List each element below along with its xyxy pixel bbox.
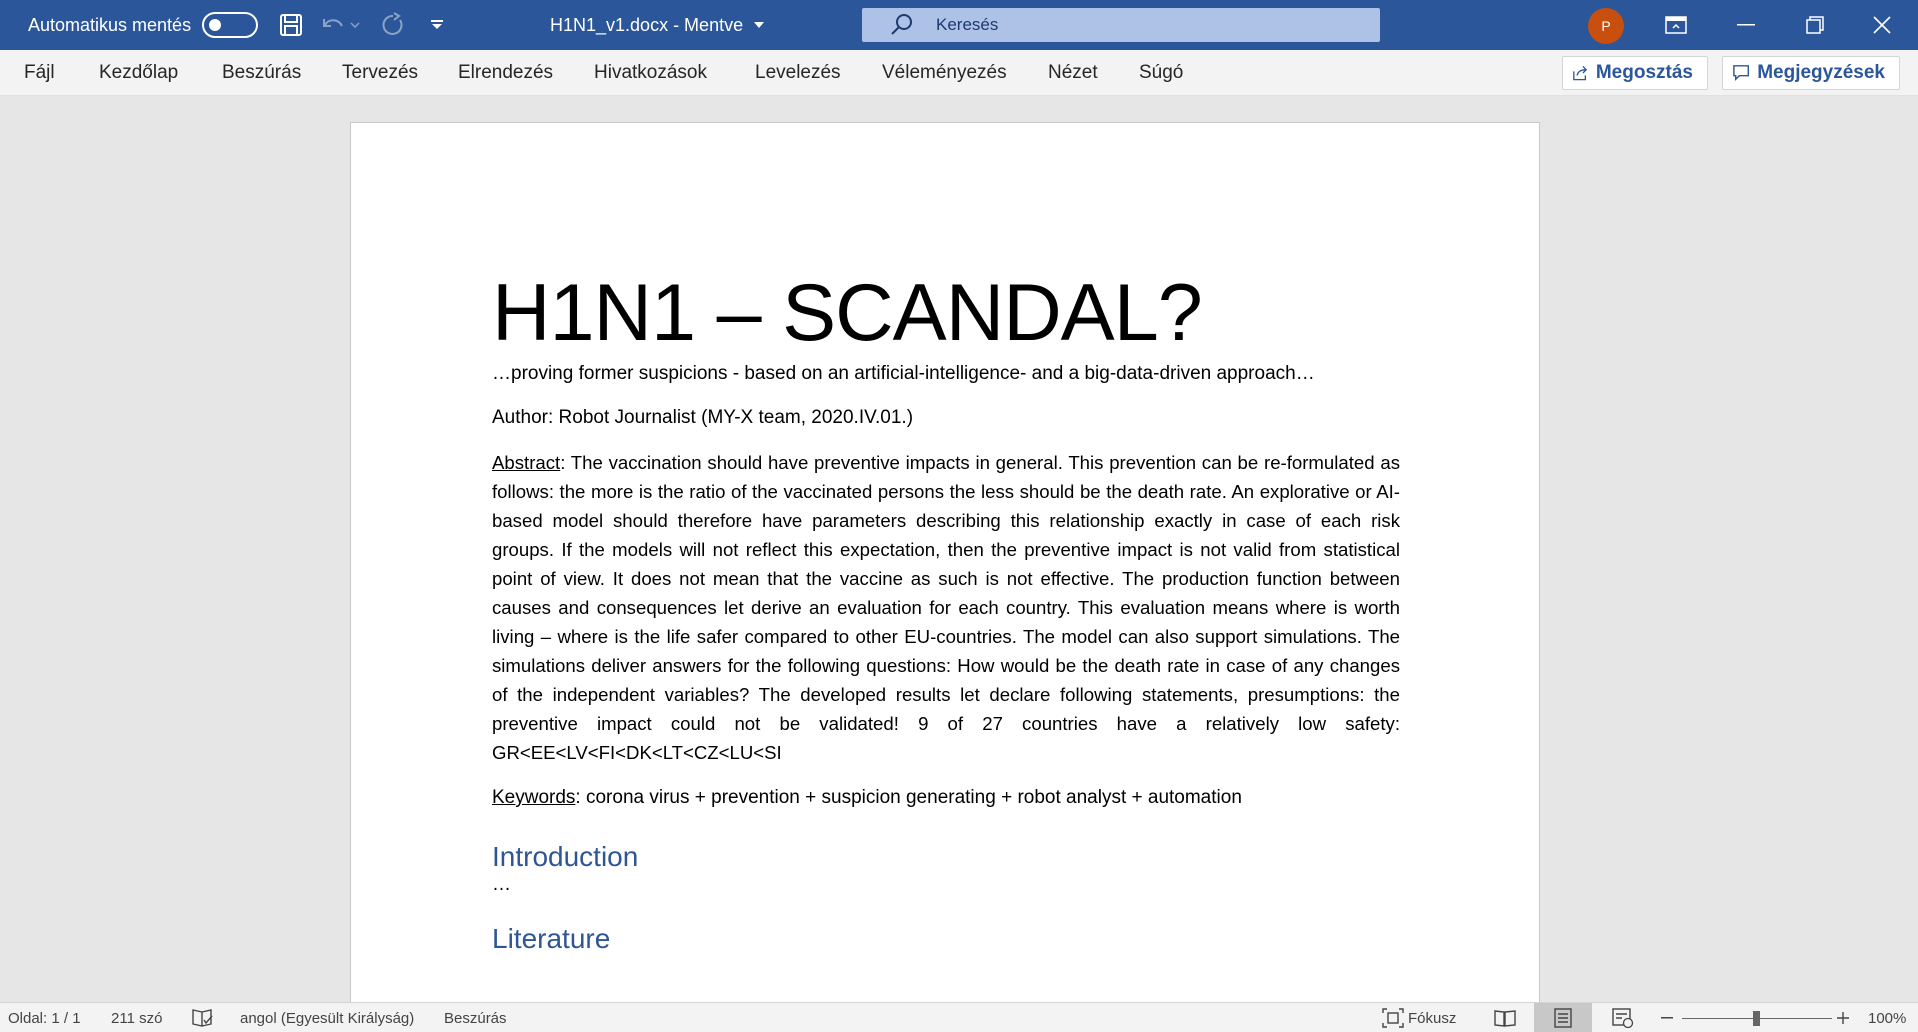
title-dropdown-icon bbox=[753, 21, 765, 29]
autosave-label: Automatikus mentés bbox=[28, 14, 192, 35]
tab-design[interactable]: Tervezés bbox=[342, 62, 419, 83]
undo-icon[interactable] bbox=[318, 0, 348, 50]
document-page[interactable] bbox=[350, 122, 1540, 1002]
tab-insert[interactable]: Beszúrás bbox=[222, 62, 302, 83]
zoom-slider-thumb[interactable] bbox=[1753, 1011, 1760, 1026]
introduction-placeholder: … bbox=[492, 874, 511, 895]
tab-mailings[interactable]: Levelezés bbox=[755, 62, 841, 83]
abstract-text: : The vaccination should have preventive impacts in general. This prevention can be re-formulated as follows: the more is the ratio of the vaccinated persons the less should be the death rate. An explorative or AI-based model should therefore have parameters describing this relationship exactly in case of each risk groups. If the models will not reflect this expectation, then the preventive impact is not valid from statistical point of view. It does not mean that the vaccine as such is not effective. The production function between causes and consequences let derive an evaluation for each country. This evaluation means where is worth living – where is the life safer compared to other EU-countries. The model can also support simulations. The simulations deliver answers for the following questions: How would be the death rate in case of any changes of the independent variables? The developed results let declare following statements, presumptions: the preventive impact could not be validated! 9 of 27 countries have a relatively low safety: GR<EE<LV<FI<DK<LT<CZ<LU<SI bbox=[492, 452, 1400, 763]
keywords-text: : corona virus + prevention + suspicion generating + robot analyst + automation bbox=[575, 787, 1242, 808]
focus-icon bbox=[1382, 1008, 1404, 1028]
tab-home[interactable]: Kezdőlap bbox=[99, 62, 179, 83]
keywords-label: Keywords bbox=[492, 787, 576, 808]
read-mode-icon[interactable] bbox=[1490, 1003, 1520, 1032]
search-icon bbox=[890, 13, 914, 37]
language-indicator[interactable]: angol (Egyesült Királyság) bbox=[240, 1009, 415, 1027]
print-layout-icon[interactable] bbox=[1534, 1003, 1592, 1032]
proofing-icon[interactable] bbox=[192, 1003, 214, 1032]
minimize-icon[interactable] bbox=[1716, 0, 1776, 50]
keywords-paragraph bbox=[492, 783, 1400, 812]
document-heading: H1N1 – SCANDAL? bbox=[492, 268, 1202, 358]
word-count[interactable]: 211 szó bbox=[111, 1009, 163, 1027]
tab-layout[interactable]: Elrendezés bbox=[458, 62, 554, 83]
tab-references[interactable]: Hivatkozások bbox=[594, 62, 707, 83]
web-layout-icon[interactable] bbox=[1608, 1003, 1638, 1032]
search-placeholder: Keresés bbox=[936, 15, 999, 34]
share-button[interactable] bbox=[1562, 56, 1708, 90]
user-avatar[interactable]: P bbox=[1588, 8, 1624, 44]
document-body[interactable] bbox=[492, 268, 1400, 956]
share-icon bbox=[1573, 64, 1588, 82]
tab-file[interactable]: Fájl bbox=[24, 62, 55, 83]
autosave-toggle[interactable] bbox=[202, 12, 258, 38]
customize-toolbar-icon[interactable] bbox=[422, 0, 452, 50]
share-label: Megosztás bbox=[1595, 62, 1693, 83]
document-subtitle: …proving former suspicions - based on an artificial-intelligence- and a big-data-driven approach… bbox=[492, 363, 1315, 384]
toggle-knob bbox=[209, 19, 221, 31]
close-icon[interactable] bbox=[1852, 0, 1912, 50]
comment-icon bbox=[1733, 64, 1749, 82]
abstract-label: Abstract bbox=[492, 452, 561, 473]
zoom-level[interactable]: 100% bbox=[1868, 1009, 1907, 1027]
status-bar bbox=[0, 1002, 1918, 1032]
comments-button[interactable] bbox=[1722, 56, 1900, 90]
zoom-out-icon[interactable] bbox=[1660, 1003, 1674, 1032]
tab-view[interactable]: Nézet bbox=[1048, 62, 1098, 83]
tab-help[interactable]: Súgó bbox=[1139, 62, 1184, 83]
heading-introduction: Introduction bbox=[492, 841, 639, 872]
document-canvas[interactable] bbox=[0, 96, 1918, 1002]
redo-icon[interactable] bbox=[378, 0, 408, 50]
abstract-paragraph bbox=[492, 448, 1400, 767]
save-icon[interactable] bbox=[276, 0, 306, 50]
comments-label: Megjegyzések bbox=[1757, 62, 1885, 83]
restore-icon[interactable] bbox=[1785, 0, 1845, 50]
ribbon-tabs bbox=[0, 50, 1918, 96]
title-bar bbox=[0, 0, 1918, 50]
document-title[interactable] bbox=[550, 0, 765, 50]
page-count[interactable]: Oldal: 1 / 1 bbox=[8, 1009, 81, 1027]
focus-button[interactable] bbox=[1382, 1003, 1456, 1032]
tab-review[interactable]: Véleményezés bbox=[882, 62, 1007, 83]
zoom-in-icon[interactable] bbox=[1836, 1003, 1850, 1032]
document-title-text: H1N1_v1.docx - Mentve bbox=[550, 14, 744, 35]
heading-literature: Literature bbox=[492, 923, 611, 954]
search-box[interactable] bbox=[862, 8, 1380, 42]
undo-dropdown-icon[interactable] bbox=[346, 0, 364, 50]
input-mode[interactable]: Beszúrás bbox=[444, 1009, 507, 1027]
ribbon-display-options-icon[interactable] bbox=[1646, 0, 1706, 50]
document-author: Author: Robot Journalist (MY-X team, 2020.IV.01.) bbox=[492, 407, 914, 428]
focus-label: Fókusz bbox=[1408, 1009, 1457, 1027]
